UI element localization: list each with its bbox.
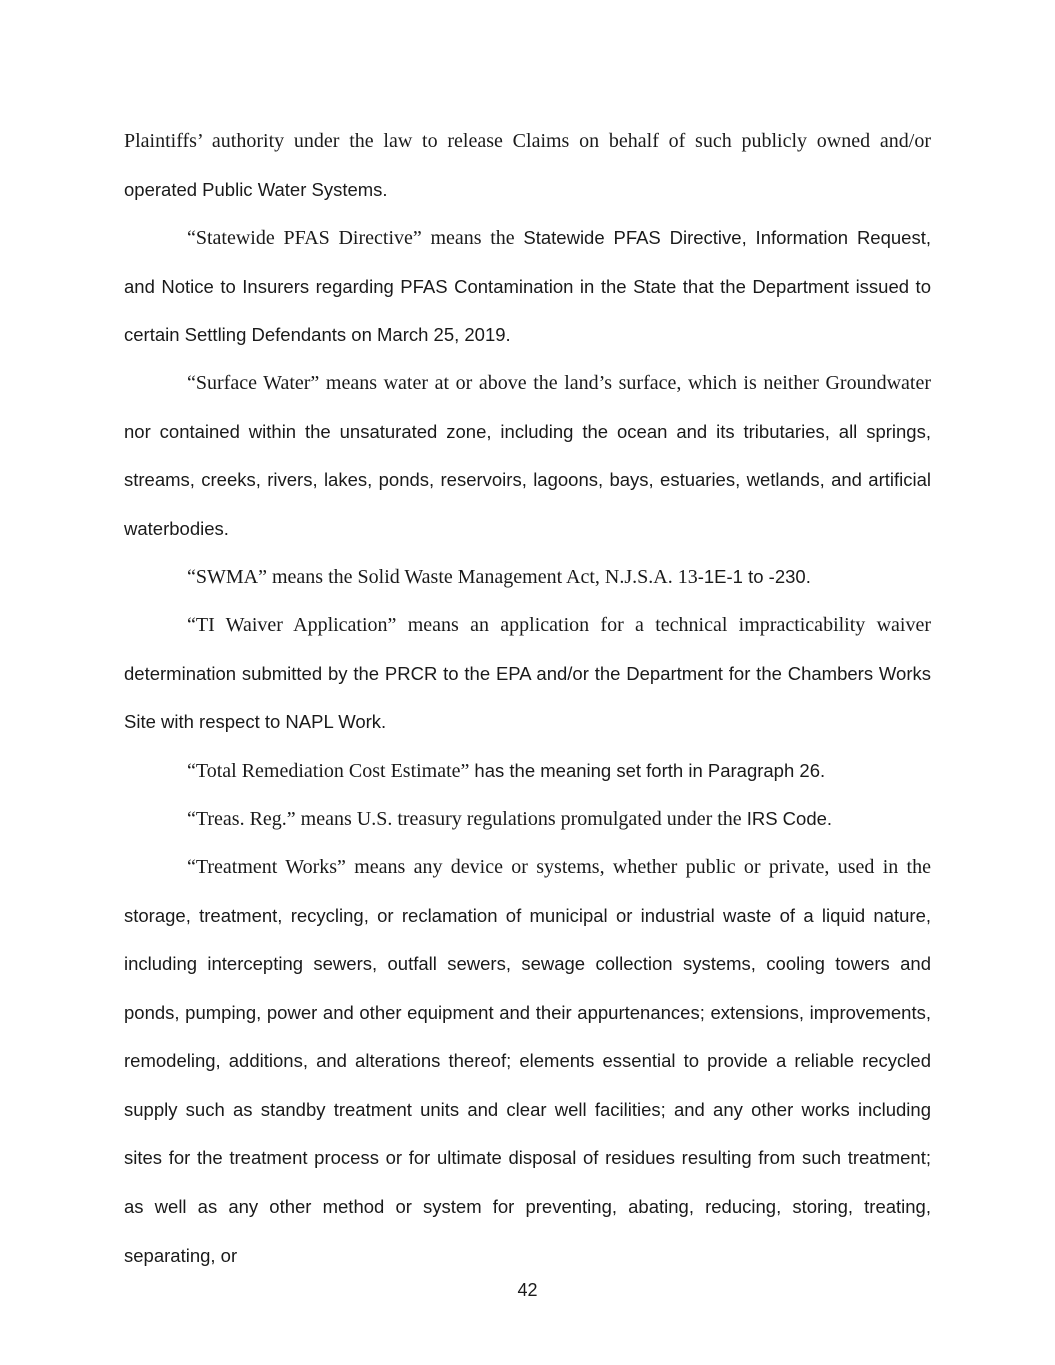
definition-body-text: determination submitted by the PRCR to the EPA and/or the Department for the Chambers Works Site with respect to NAPL Work.	[124, 662, 931, 733]
definition-treatment-works	[124, 844, 931, 1280]
definition-ti-waiver-application	[124, 602, 931, 747]
definition-term-text: “TI Waiver Application” means an application for a technical impracticability waiver	[187, 613, 931, 636]
paragraph-plaintiffs-authority	[124, 118, 931, 214]
definition-term-text: “Treas. Reg.” means U.S. treasury regulations promulgated under the	[187, 808, 747, 831]
definition-total-remediation-cost-estimate	[124, 747, 931, 796]
definition-term-text: “Treatment Works” means any device or systems, whether public or private, used in the	[187, 855, 931, 878]
document-body	[124, 118, 931, 1280]
definition-term-text: “Total Remediation Cost Estimate”	[187, 759, 475, 782]
page-number: 42	[517, 1280, 538, 1300]
definition-body-text: Statewide PFAS Directive, Information Request, and Notice to Insurers regarding PFAS Contamination in the State that the Department issued to certain Settling Defendants on March 25, 2019.	[124, 227, 931, 346]
paragraph-text-sans: operated Public Water Systems.	[124, 178, 388, 200]
definition-body-text: nor contained within the unsaturated zone, including the ocean and its tributaries, all springs, streams, creeks, rivers, lakes, ponds, reservoirs, lagoons, bays, estuaries, wetlands, and artificial waterbodies.	[124, 420, 931, 539]
definition-treas-reg	[124, 795, 931, 844]
paragraph-text-serif: Plaintiffs’ authority under the law to release Claims on behalf of such publicly owned and/or	[124, 130, 931, 152]
definition-statewide-pfas-directive	[124, 214, 931, 360]
definition-surface-water	[124, 360, 931, 553]
definition-term-text: “Surface Water” means water at or above the land’s surface, which is neither Groundwater	[187, 371, 931, 394]
definition-body-text: storage, treatment, recycling, or reclamation of municipal or industrial waste of a liquid nature, including intercepting sewers, outfall sewers, sewage collection systems, cooling towers and ponds, pumping, power and other equipment and their appurtenances; extensions, improvements, remodeling, additions, and alterations thereof; elements essential to provide a reliable recycled supply such as standby treatment units and clear well facilities; and any other works including sites for the treatment process or for ultimate disposal of residues resulting from such treatment; as well as any other method or system for preventing, abating, reducing, storing, treating, separating, or	[124, 904, 931, 1266]
definition-body-text: has the meaning set forth in Paragraph 26.	[474, 759, 826, 781]
definition-body-text: IRS Code.	[746, 808, 833, 830]
definition-body-text: -1E-1 to -230.	[697, 566, 811, 588]
definition-term-text: “SWMA” means the Solid Waste Management Act, N.J.S.A. 13	[187, 566, 698, 589]
definition-term-text: “Statewide PFAS Directive” means the	[187, 227, 524, 250]
definition-swma	[124, 553, 931, 602]
